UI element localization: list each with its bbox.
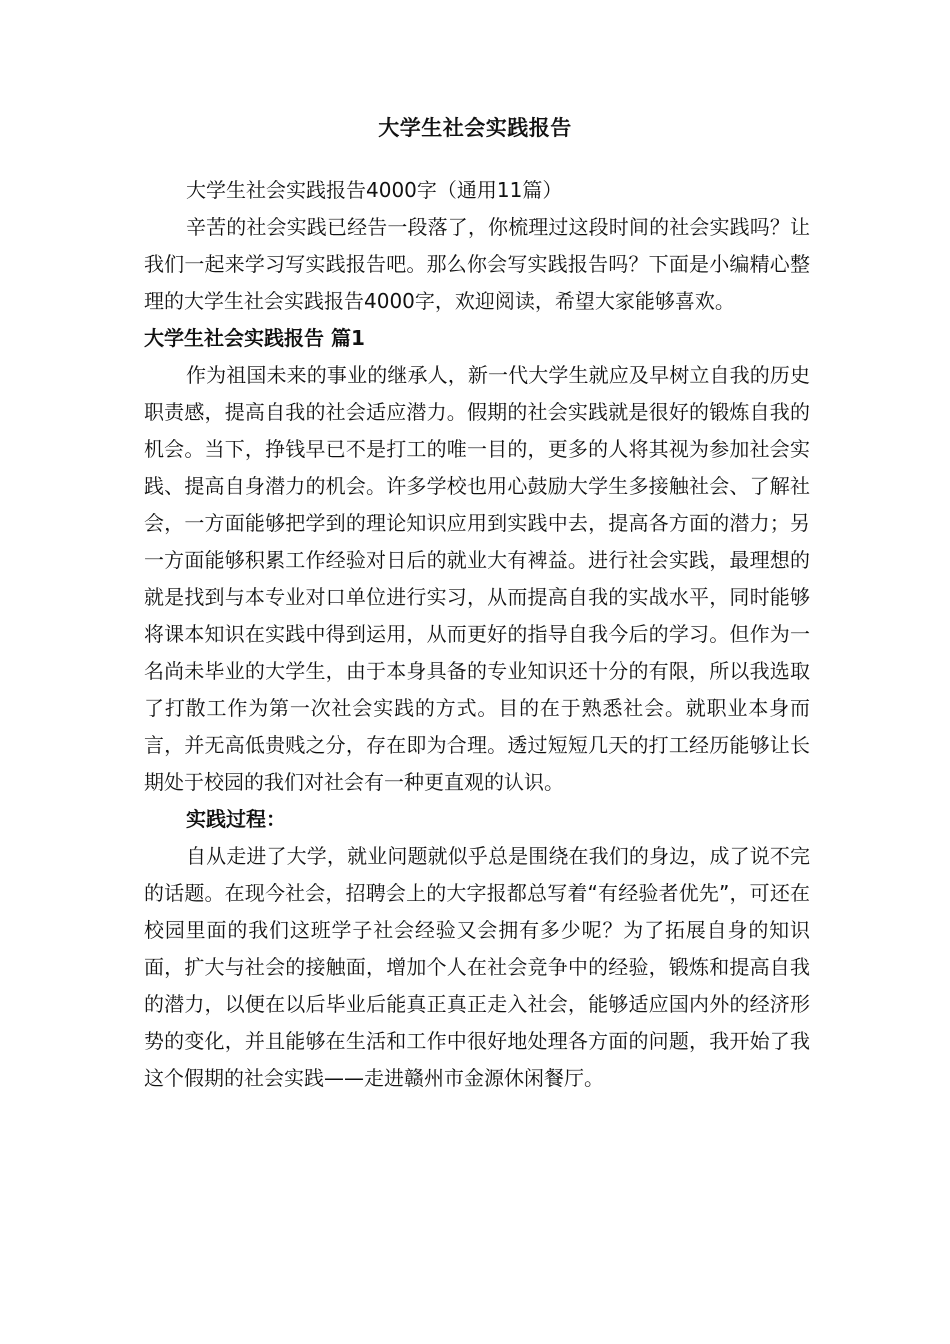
intro-paragraph: 辛苦的社会实践已经告一段落了，你梳理过这段时间的社会实践吗？让我们一起来学习写实践报告吧。那么你会写实践报告吗？下面是小编精心整理的大学生社会实践报告4000字，欢迎阅读，希望大家能够喜欢。 bbox=[144, 215, 810, 313]
section-paragraph: 作为祖国未来的事业的继承人，新一代大学生就应及早树立自我的历史职责感，提高自我的社会适应潜力。假期的社会实践就是很好的锻炼自我的机会。当下，挣钱早已不是打工的唯一目的，更多的人将其视为参加社会实践、提高自身潜力的机会。许多学校也用心鼓励大学生多接触社会、了解社会，一方面能够把学到的理论知识应用到实践中去，提高各方面的潜力；另一方面能够积累工作经验对日后的就业大有裨益。进行社会实践，最理想的就是找到与本专业对口单位进行实习，从而提高自我的实战水平，同时能够将课本知识在实践中得到运用，从而更好的指导自我今后的学习。但作为一名尚未毕业的大学生，由于本身具备的专业知识还十分的有限，所以我选取了打散工作为第一次社会实践的方式。目的在于熟悉社会。就职业本身而言，并无高低贵贱之分，存在即为合理。透过短短几天的打工经历能够让长期处于校园的我们对社会有一种更直观的认识。 bbox=[144, 363, 810, 794]
process-heading: 实践过程： bbox=[186, 807, 286, 831]
document-title: 大学生社会实践报告 bbox=[378, 116, 572, 140]
process-paragraph: 自从走进了大学，就业问题就似乎总是围绕在我们的身边，成了说不完的话题。在现今社会，招聘会上的大字报都总写着“有经验者优先”，可还在校园里面的我们这班学子社会经验又会拥有多少呢？为了拓展自身的知识面，扩大与社会的接触面，增加个人在社会竞争中的经验，锻炼和提高自我的潜力，以便在以后毕业后能真正真正走入社会，能够适应国内外的经济形势的变化，并且能够在生活和工作中很好地处理各方面的问题，我开始了我这个假期的社会实践——走进赣州市金源休闲餐厅。 bbox=[144, 844, 810, 1090]
document-subtitle: 大学生社会实践报告4000字（通用11篇） bbox=[186, 178, 563, 202]
section-heading: 大学生社会实践报告 篇1 bbox=[144, 326, 365, 350]
document-body bbox=[144, 172, 810, 1097]
